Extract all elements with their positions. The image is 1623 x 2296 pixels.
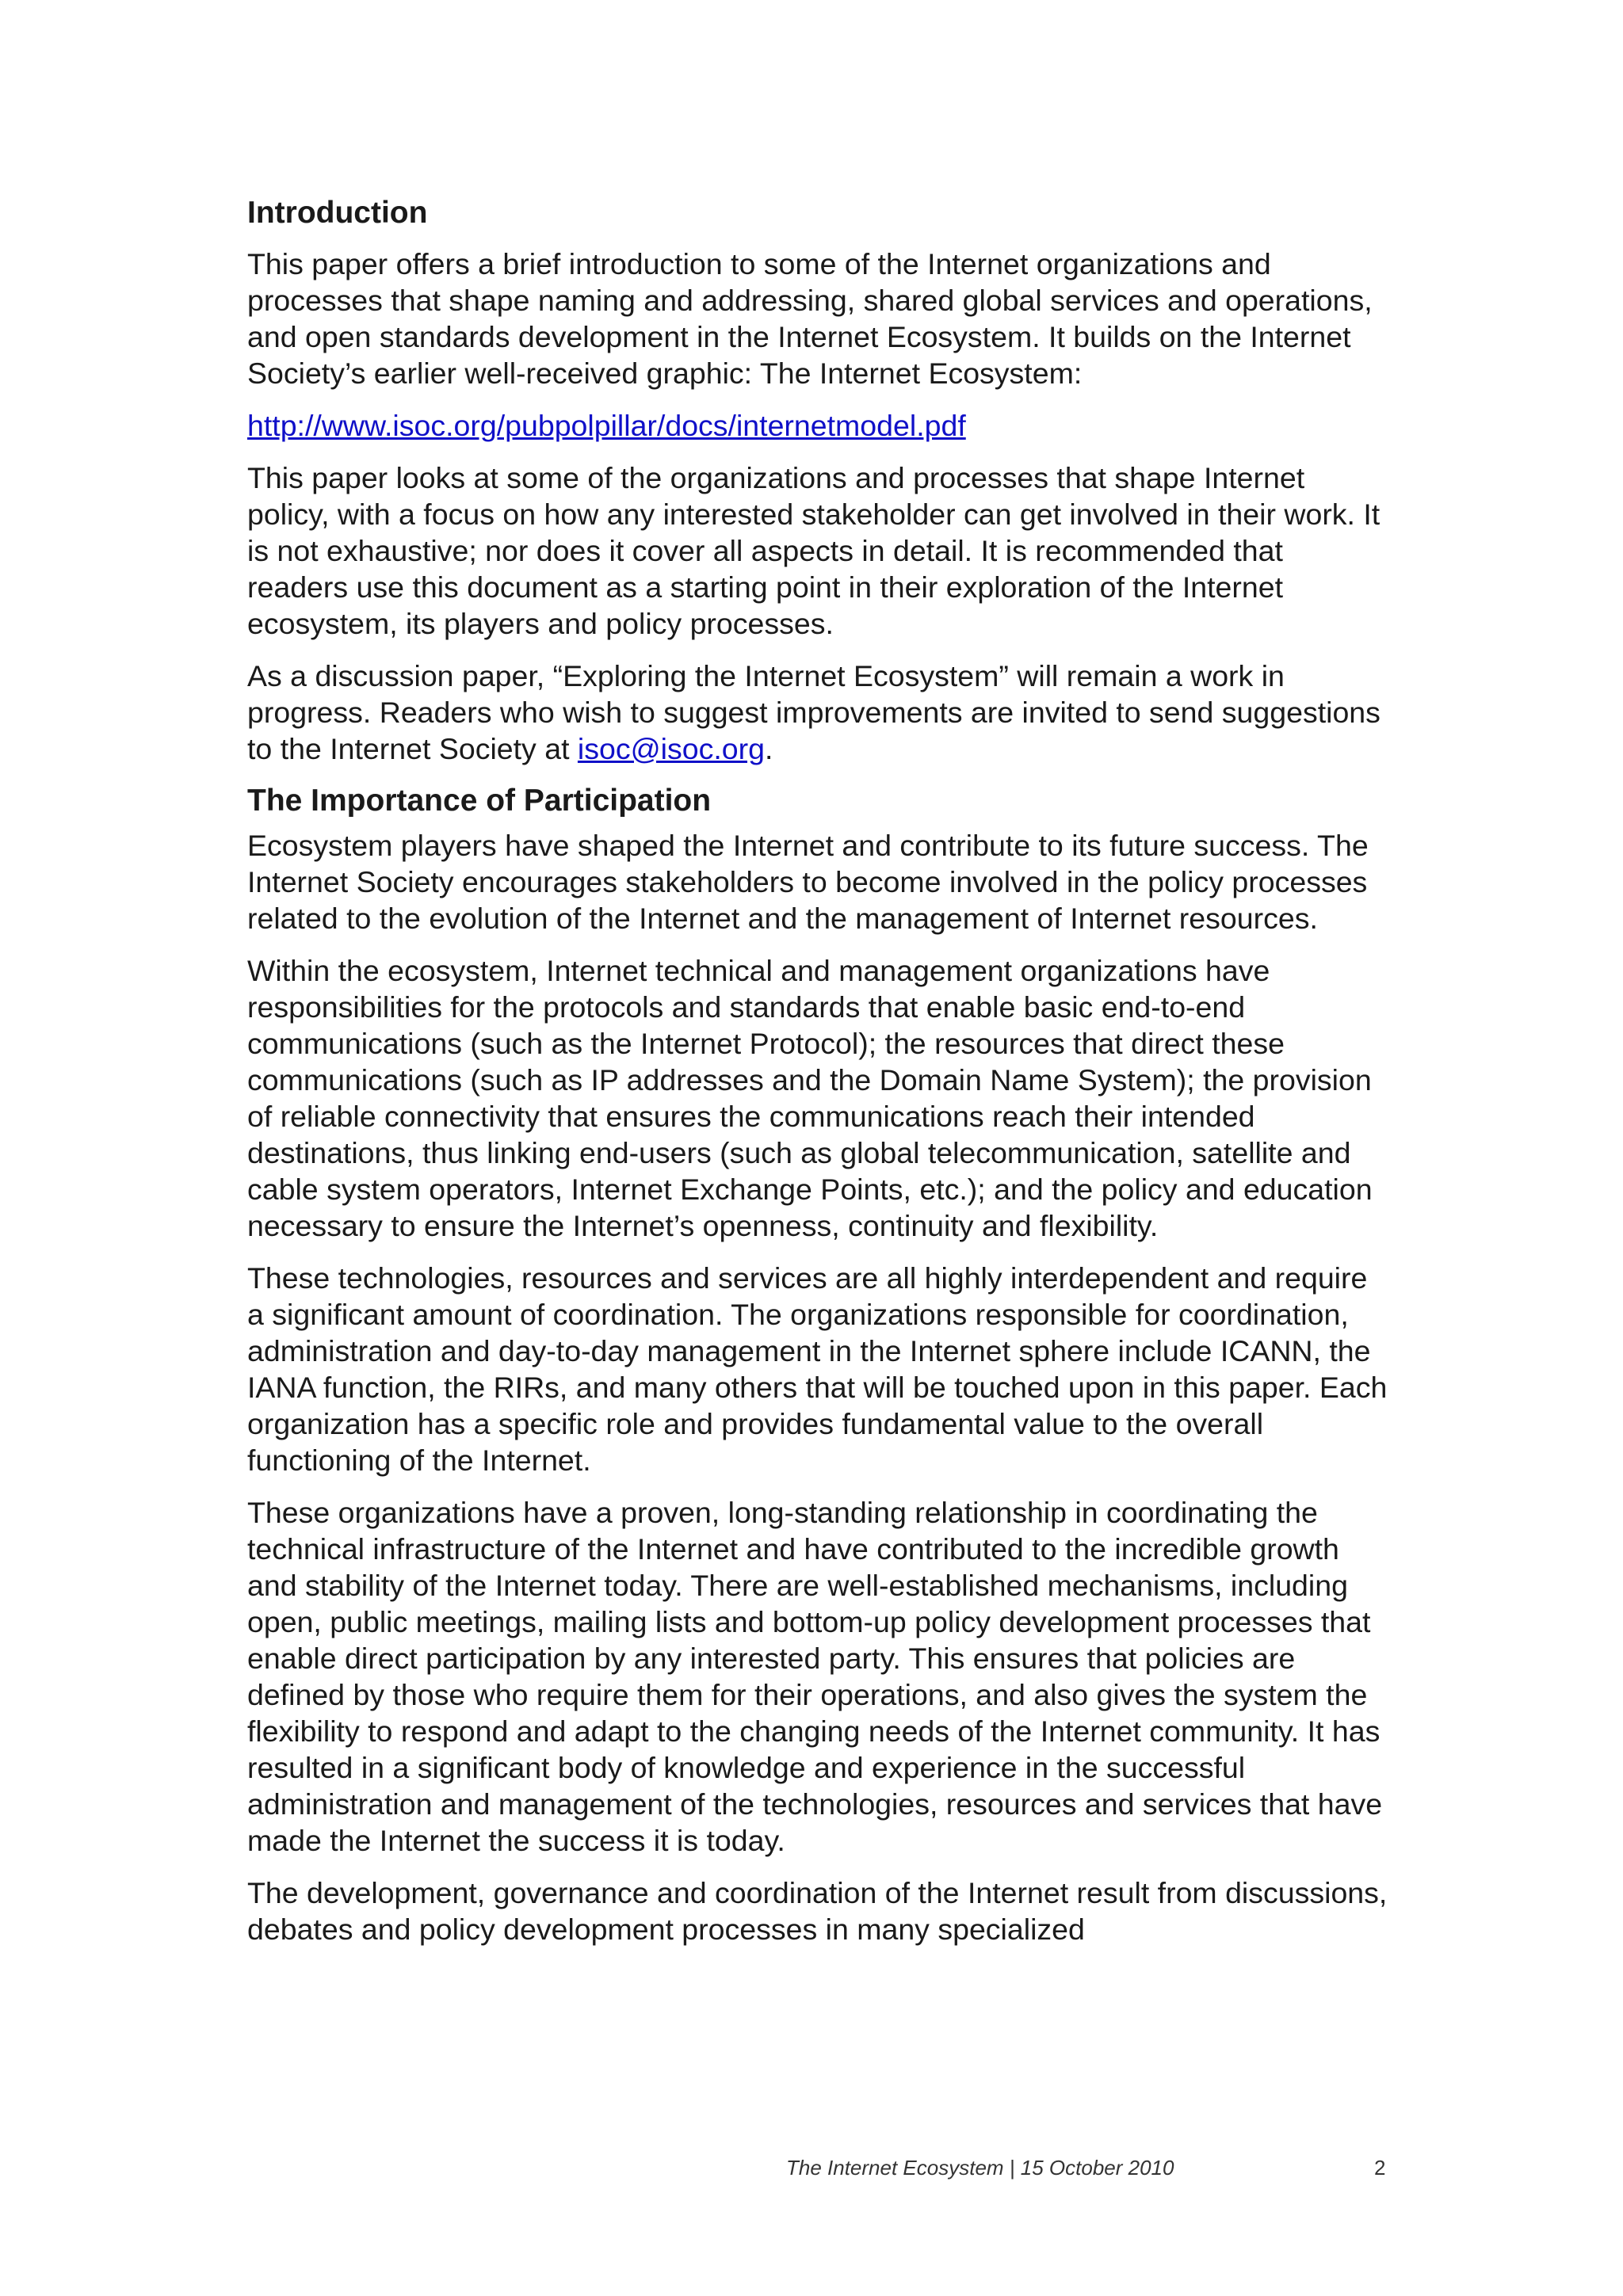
footer-title: The Internet Ecosystem | 15 October 2010 <box>786 2156 1174 2180</box>
paragraph <box>247 658 1388 767</box>
page-number: 2 <box>1374 2156 1386 2180</box>
paragraph-text: . <box>764 732 773 765</box>
internet-model-link[interactable]: http://www.isoc.org/pubpolpillar/docs/internetmodel.pdf <box>247 409 966 442</box>
paragraph: This paper looks at some of the organizations and processes that shape Internet policy, with a focus on how any interested stakeholder can get involved in their work. It is not exhaustive; nor does it cover all aspects in detail. It is recommended that readers use this document as a starting point in their exploration of the Internet ecosystem, its players and policy processes. <box>247 461 1381 640</box>
paragraph: This paper offers a brief introduction to some of the Internet organizations and processes that shape naming and addressing, shared global services and operations, and open standards development in the Internet Ecosystem. It builds on the Internet Society’s earlier well-received graphic: The Internet Ecosystem: <box>247 247 1373 390</box>
link-paragraph <box>247 407 1388 444</box>
paragraph: These organizations have a proven, long-standing relationship in coordinating the technical infrastructure of the Internet and have contributed to the incredible growth and stability of the Internet today. There are well-established mechanisms, including open, public meetings, mailing lists and bottom-up policy development processes that enable direct participation by any interested party. This ensures that policies are defined by those who require them for their operations, and also gives the system the flexibility to respond and adapt to the changing needs of the Internet community. It has resulted in a significant body of knowledge and experience in the successful administration and management of the technologies, resources and services that have made the Internet the success it is today. <box>247 1496 1383 1857</box>
section-heading-participation: The Importance of Participation <box>247 784 712 818</box>
paragraph: Ecosystem players have shaped the Internet and contribute to its future success. The Internet Society encourages stakeholders to become involved in the policy processes related to the evolution of the Internet and the management of Internet resources. <box>247 829 1369 935</box>
paragraph: The development, governance and coordination of the Internet result from discussions, debates and policy development processes in many specialized <box>247 1876 1388 1946</box>
section-heading-introduction: Introduction <box>247 196 428 230</box>
paragraph: Within the ecosystem, Internet technical and management organizations have responsibilities for the protocols and standards that enable basic end-to-end communications (such as the Internet Protocol); the resources that direct these communications (such as IP addresses and the Domain Name System); the provision of reliable connectivity that ensures the communications reach their intended destinations, thus linking end-users (such as global telecommunication, satellite and cable system operators, Internet Exchange Points, etc.); and the policy and education necessary to ensure the Internet’s openness, continuity and flexibility. <box>247 954 1373 1242</box>
paragraph-text: As a discussion paper, “Exploring the Internet Ecosystem” will remain a work in progress. Readers who wish to suggest improvements are invited to send suggestions to the Internet Society at <box>247 659 1381 765</box>
page-body <box>247 195 1388 1963</box>
paragraph: These technologies, resources and services are all highly interdependent and require a significant amount of coordination. The organizations responsible for coordination, administration and day-to-day management in the Internet sphere include ICANN, the IANA function, the RIRs, and many others that will be touched upon in this paper. Each organization has a specific role and provides fundamental value to the overall functioning of the Internet. <box>247 1261 1388 1477</box>
email-link[interactable]: isoc@isoc.org <box>577 732 765 765</box>
